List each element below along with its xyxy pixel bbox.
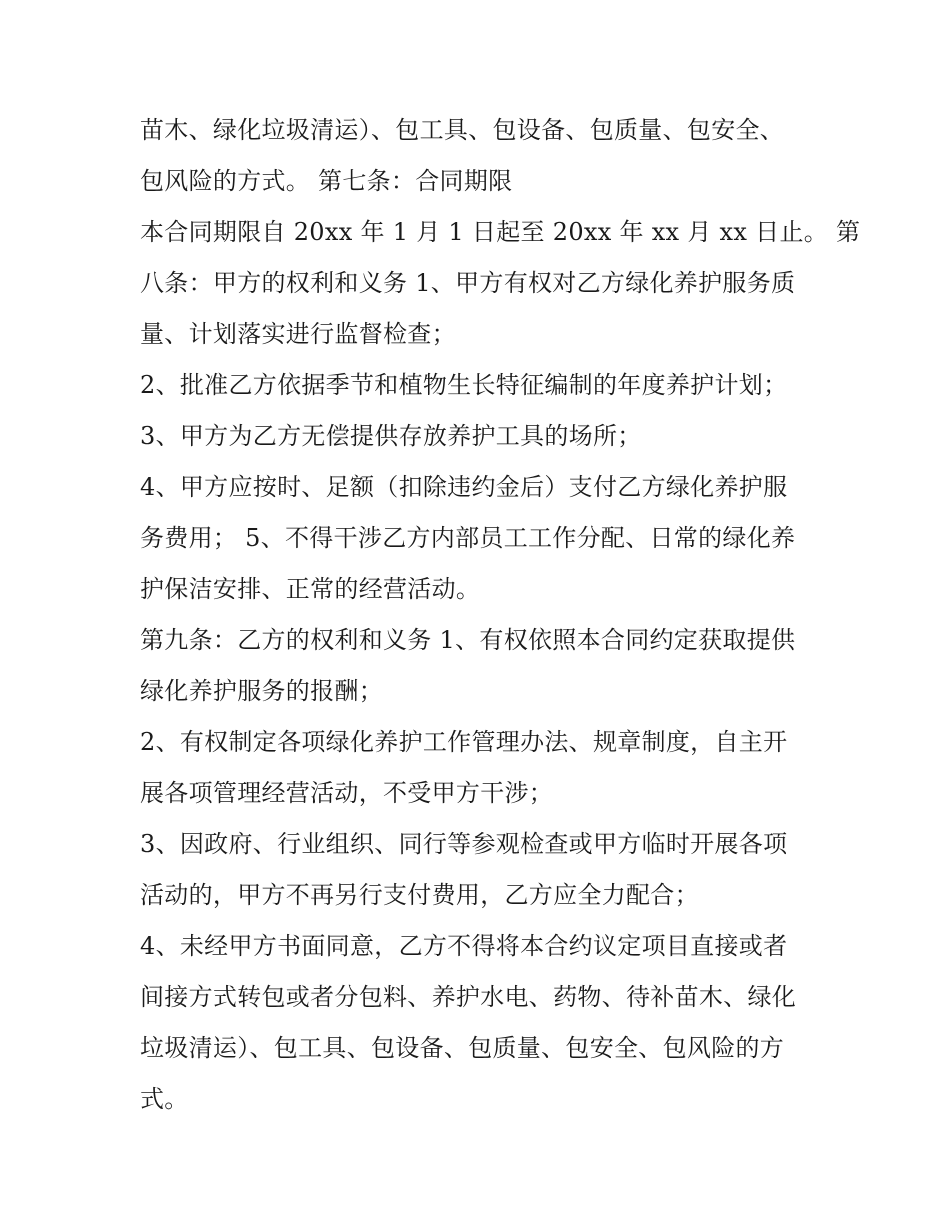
text-line: 绿化养护服务的报酬； [140, 677, 383, 705]
text-line: 务费用； 5、不得干涉乙方内部员工工作分配、日常的绿化养 [140, 524, 796, 552]
text-line: 式。 [140, 1085, 189, 1113]
text-line: 间接方式转包或者分包料、养护水电、药物、待补苗木、绿化 [140, 983, 797, 1011]
text-line: 2、有权制定各项绿化养护工作管理办法、规章制度，自主开 [140, 728, 788, 756]
text-line: 护保洁安排、正常的经营活动。 [140, 575, 481, 603]
text-line: 4、甲方应按时、足额（扣除违约金后）支付乙方绿化养护服 [140, 473, 788, 501]
text-line: 包风险的方式。 第七条：合同期限 [140, 167, 513, 195]
text-line: 3、因政府、行业组织、同行等参观检查或甲方临时开展各项 [140, 830, 788, 858]
text-line: 垃圾清运）、包工具、包设备、包质量、包安全、包风险的方 [140, 1034, 785, 1062]
text-line: 4、未经甲方书面同意，乙方不得将本合约议定项目直接或者 [140, 932, 788, 960]
text-line: 3、甲方为乙方无偿提供存放养护工具的场所； [140, 422, 642, 450]
text-line: 活动的，甲方不再另行支付费用，乙方应全力配合； [140, 881, 699, 909]
document-body [140, 105, 861, 1125]
text-line: 量、计划落实进行监督检查； [140, 320, 456, 348]
text-line: 展各项管理经营活动，不受甲方干涉； [140, 779, 554, 807]
text-line: 第九条：乙方的权利和义务 1、有权依照本合同约定获取提供 [140, 626, 796, 654]
text-line: 本合同期限自 20xx 年 1 月 1 日起至 20xx 年 xx 月 xx 日止。 第 [140, 218, 861, 246]
text-line: 苗木、绿化垃圾清运）、包工具、包设备、包质量、包安全、 [140, 116, 785, 144]
text-line: 八条：甲方的权利和义务 1、甲方有权对乙方绿化养护服务质 [140, 269, 796, 297]
text-line: 2、批准乙方依据季节和植物生长特征编制的年度养护计划； [140, 371, 788, 399]
